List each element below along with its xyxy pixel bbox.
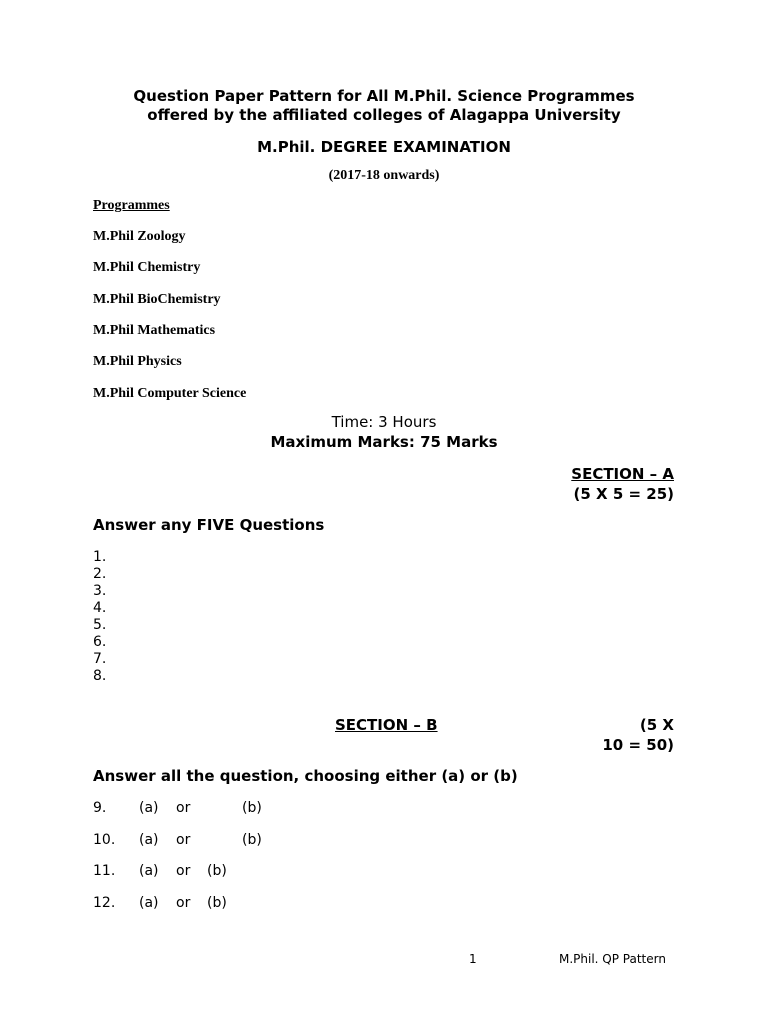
question-number: 1. (93, 549, 107, 565)
question-number: 12. (93, 895, 116, 911)
option-b: (b) (242, 800, 262, 816)
option-b: (b) (207, 895, 227, 911)
or-label: or (176, 895, 191, 911)
question-number: 3. (93, 583, 107, 599)
section-a-instruction: Answer any FIVE Questions (93, 516, 325, 534)
page-number: 1 (469, 952, 477, 966)
question-number: 2. (93, 566, 107, 582)
programme-item: M.Phil Physics (93, 354, 182, 369)
session-label: (2017-18 onwards) (328, 168, 440, 183)
question-number: 9. (93, 800, 107, 816)
option-a: (a) (139, 863, 159, 879)
programme-item: M.Phil Zoology (93, 229, 186, 244)
footer-label: M.Phil. QP Pattern (559, 952, 666, 966)
question-number: 6. (93, 634, 107, 650)
question-number: 5. (93, 617, 107, 633)
question-number: 11. (93, 863, 116, 879)
programmes-heading: Programmes (93, 198, 170, 213)
time-label: Time: 3 Hours (331, 413, 437, 431)
section-b-marks-line1: (5 X (639, 716, 674, 734)
or-label: or (176, 800, 191, 816)
exam-title: M.Phil. DEGREE EXAMINATION (257, 138, 511, 156)
option-b: (b) (242, 832, 262, 848)
section-b-instruction: Answer all the question, choosing either (a) or (b) (93, 767, 518, 785)
question-number: 10. (93, 832, 116, 848)
question-number: 8. (93, 668, 107, 684)
section-b-heading: SECTION – B (335, 716, 438, 734)
option-a: (a) (139, 895, 159, 911)
or-label: or (176, 863, 191, 879)
section-a-marks: (5 X 5 = 25) (573, 485, 674, 503)
programme-item: M.Phil Chemistry (93, 260, 201, 275)
option-b: (b) (207, 863, 227, 879)
programme-item: M.Phil Computer Science (93, 386, 247, 401)
document-title-line2: offered by the affiliated colleges of Alagappa University (147, 106, 621, 124)
option-a: (a) (139, 800, 159, 816)
section-a-heading: SECTION – A (571, 465, 674, 483)
section-b-marks-line2: 10 = 50) (602, 736, 674, 754)
document-title-line1: Question Paper Pattern for All M.Phil. Science Programmes (133, 87, 635, 105)
programme-item: M.Phil Mathematics (93, 323, 216, 338)
programme-item: M.Phil BioChemistry (93, 292, 221, 307)
question-number: 7. (93, 651, 107, 667)
max-marks-label: Maximum Marks: 75 Marks (270, 433, 498, 451)
or-label: or (176, 832, 191, 848)
question-number: 4. (93, 600, 107, 616)
option-a: (a) (139, 832, 159, 848)
